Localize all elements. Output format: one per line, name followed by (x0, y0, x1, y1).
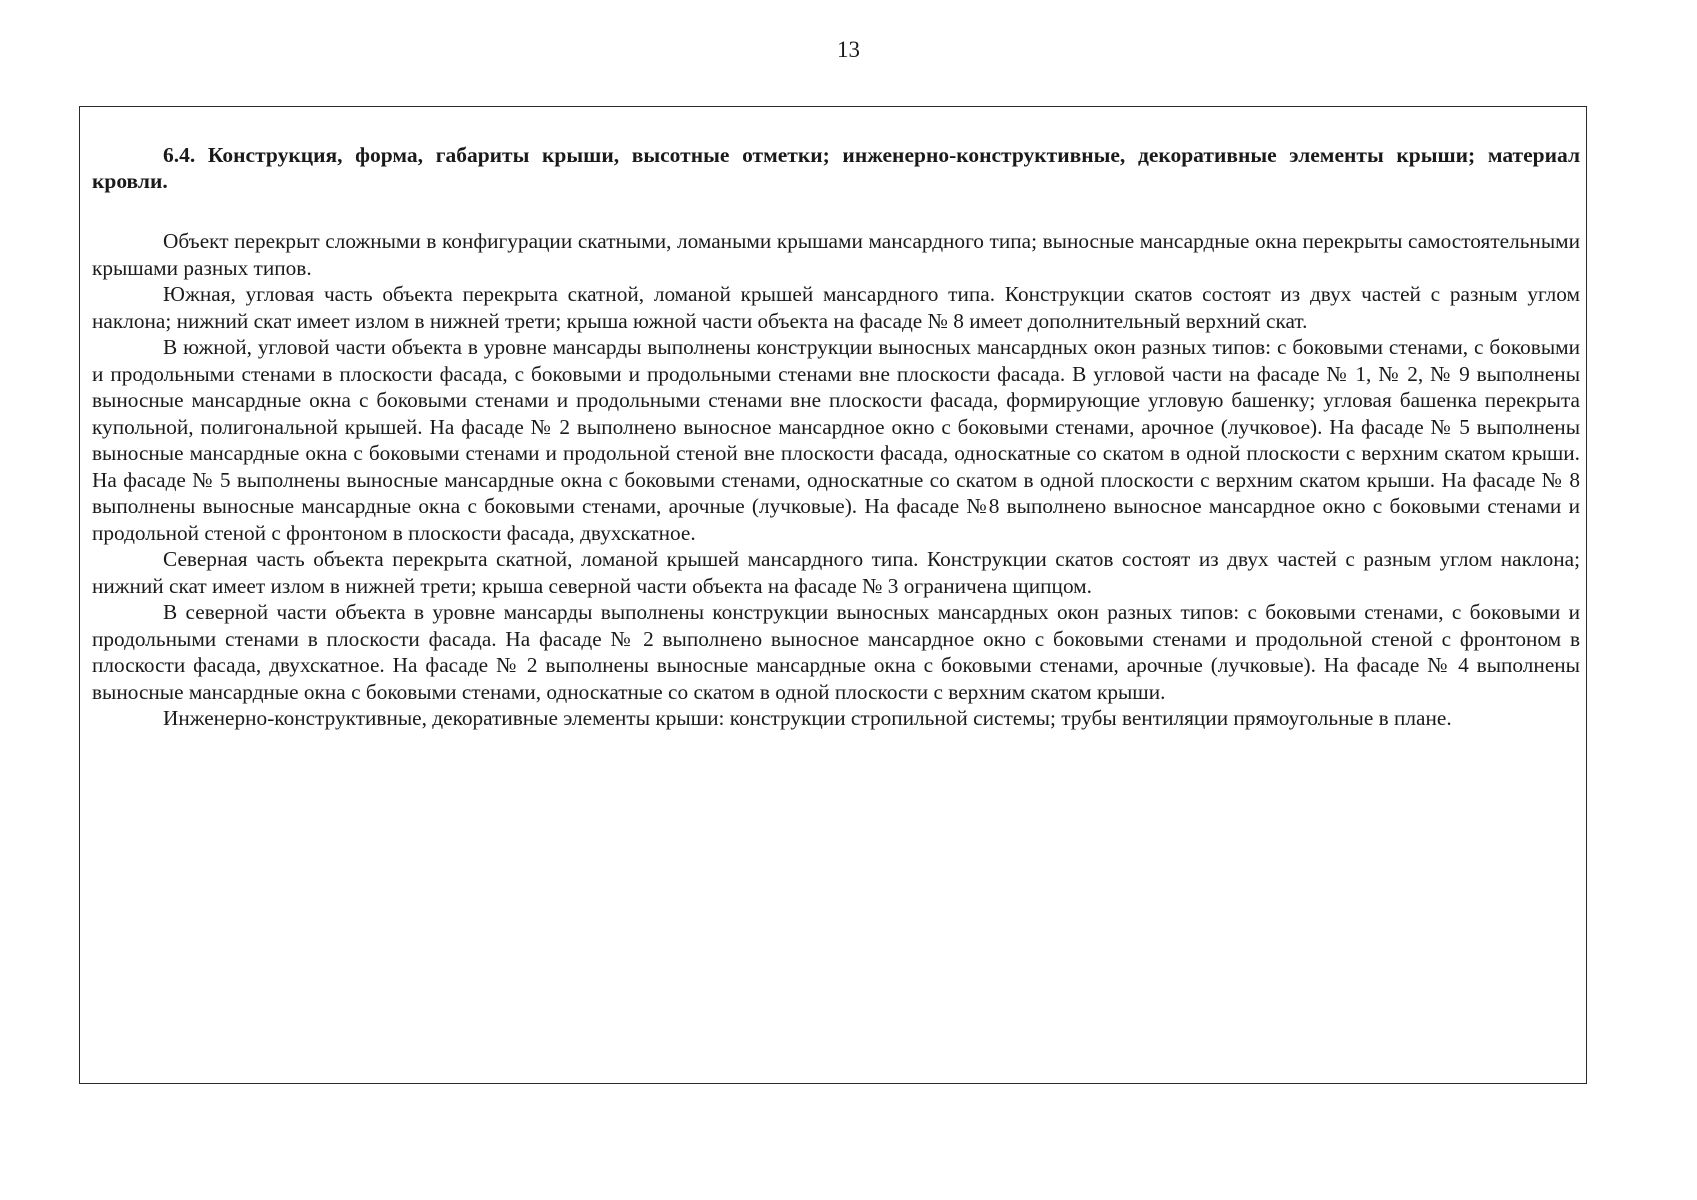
paragraph: Северная часть объекта перекрыта скатной, ломаной крышей мансардного типа. Конструкции скатов состоят из двух частей с разным углом наклона; нижний скат имеет излом в нижней трети; крыша северной части объекта на фасаде № 3 ограничена щипцом. (92, 547, 1580, 598)
paragraph: В южной, угловой части объекта в уровне мансарды выполнены конструкции выносных мансардных окон разных типов: с боковыми стенами, с боковыми и продольными стенами в плоскости фасада, с боковыми и продольными стенами вне плоскости фасада. В угловой части на фасаде № 1, № 2, № 9 выполнены выносные мансардные окна с боковыми стенами и продольными стенами вне плоскости фасада, формирующие угловую башенку; угловая башенка перекрыта купольной, полигональной крышей. На фасаде № 2 выполнено выносное мансардное окно с боковыми стенами, арочное (лучковое). На фасаде № 5 выполнены выносные мансардные окна с боковыми стенами и продольной стеной вне плоскости фасада, односкатные со скатом в одной плоскости с верхним скатом крыши. На фасаде № 5 выполнены выносные мансардные окна с боковыми стенами, односкатные со скатом в одной плоскости с верхним скатом крыши. На фасаде № 8 выполнены выносные мансардные окна с боковыми стенами, арочные (лучковые). На фасаде №8 выполнено выносное мансардное окно с боковыми стенами и продольной стеной с фронтоном в плоскости фасада, двухскатное. (92, 335, 1580, 545)
paragraph: В северной части объекта в уровне мансарды выполнены конструкции выносных мансардных окон разных типов: с боковыми стенами, с боковыми и продольными стенами в плоскости фасада. На фасаде № 2 выполнено выносное мансардное окно с боковыми стенами и продольной стеной с фронтоном в плоскости фасада, двухскатное. На фасаде № 2 выполнены выносные мансардные окна с боковыми стенами, арочные (лучковые). На фасаде № 4 выполнены выносные мансардные окна с боковыми стенами, односкатные со скатом в одной плоскости с верхним скатом крыши. (92, 600, 1580, 704)
paragraph: Объект перекрыт сложными в конфигурации скатными, ломаными крышами мансардного типа; выносные мансардные окна перекрыты самостоятельными крышами разных типов. (92, 229, 1580, 280)
paragraph: Инженерно-конструктивные, декоративные элементы крыши: конструкции стропильной системы; трубы вентиляции прямоугольные в плане. (163, 706, 1452, 730)
section-heading: 6.4. Конструкция, форма, габариты крыши, высотные отметки; инженерно-конструктивные, декоративные элементы крыши; материал кровли. (92, 143, 1580, 193)
page-number: 13 (837, 37, 860, 62)
section-content (92, 142, 1580, 732)
paragraph: Южная, угловая часть объекта перекрыта скатной, ломаной крышей мансардного типа. Конструкции скатов состоят из двух частей с разным углом наклона; нижний скат имеет излом в нижней трети; крыша южной части объекта на фасаде № 8 имеет дополнительный верхний скат. (92, 282, 1580, 333)
